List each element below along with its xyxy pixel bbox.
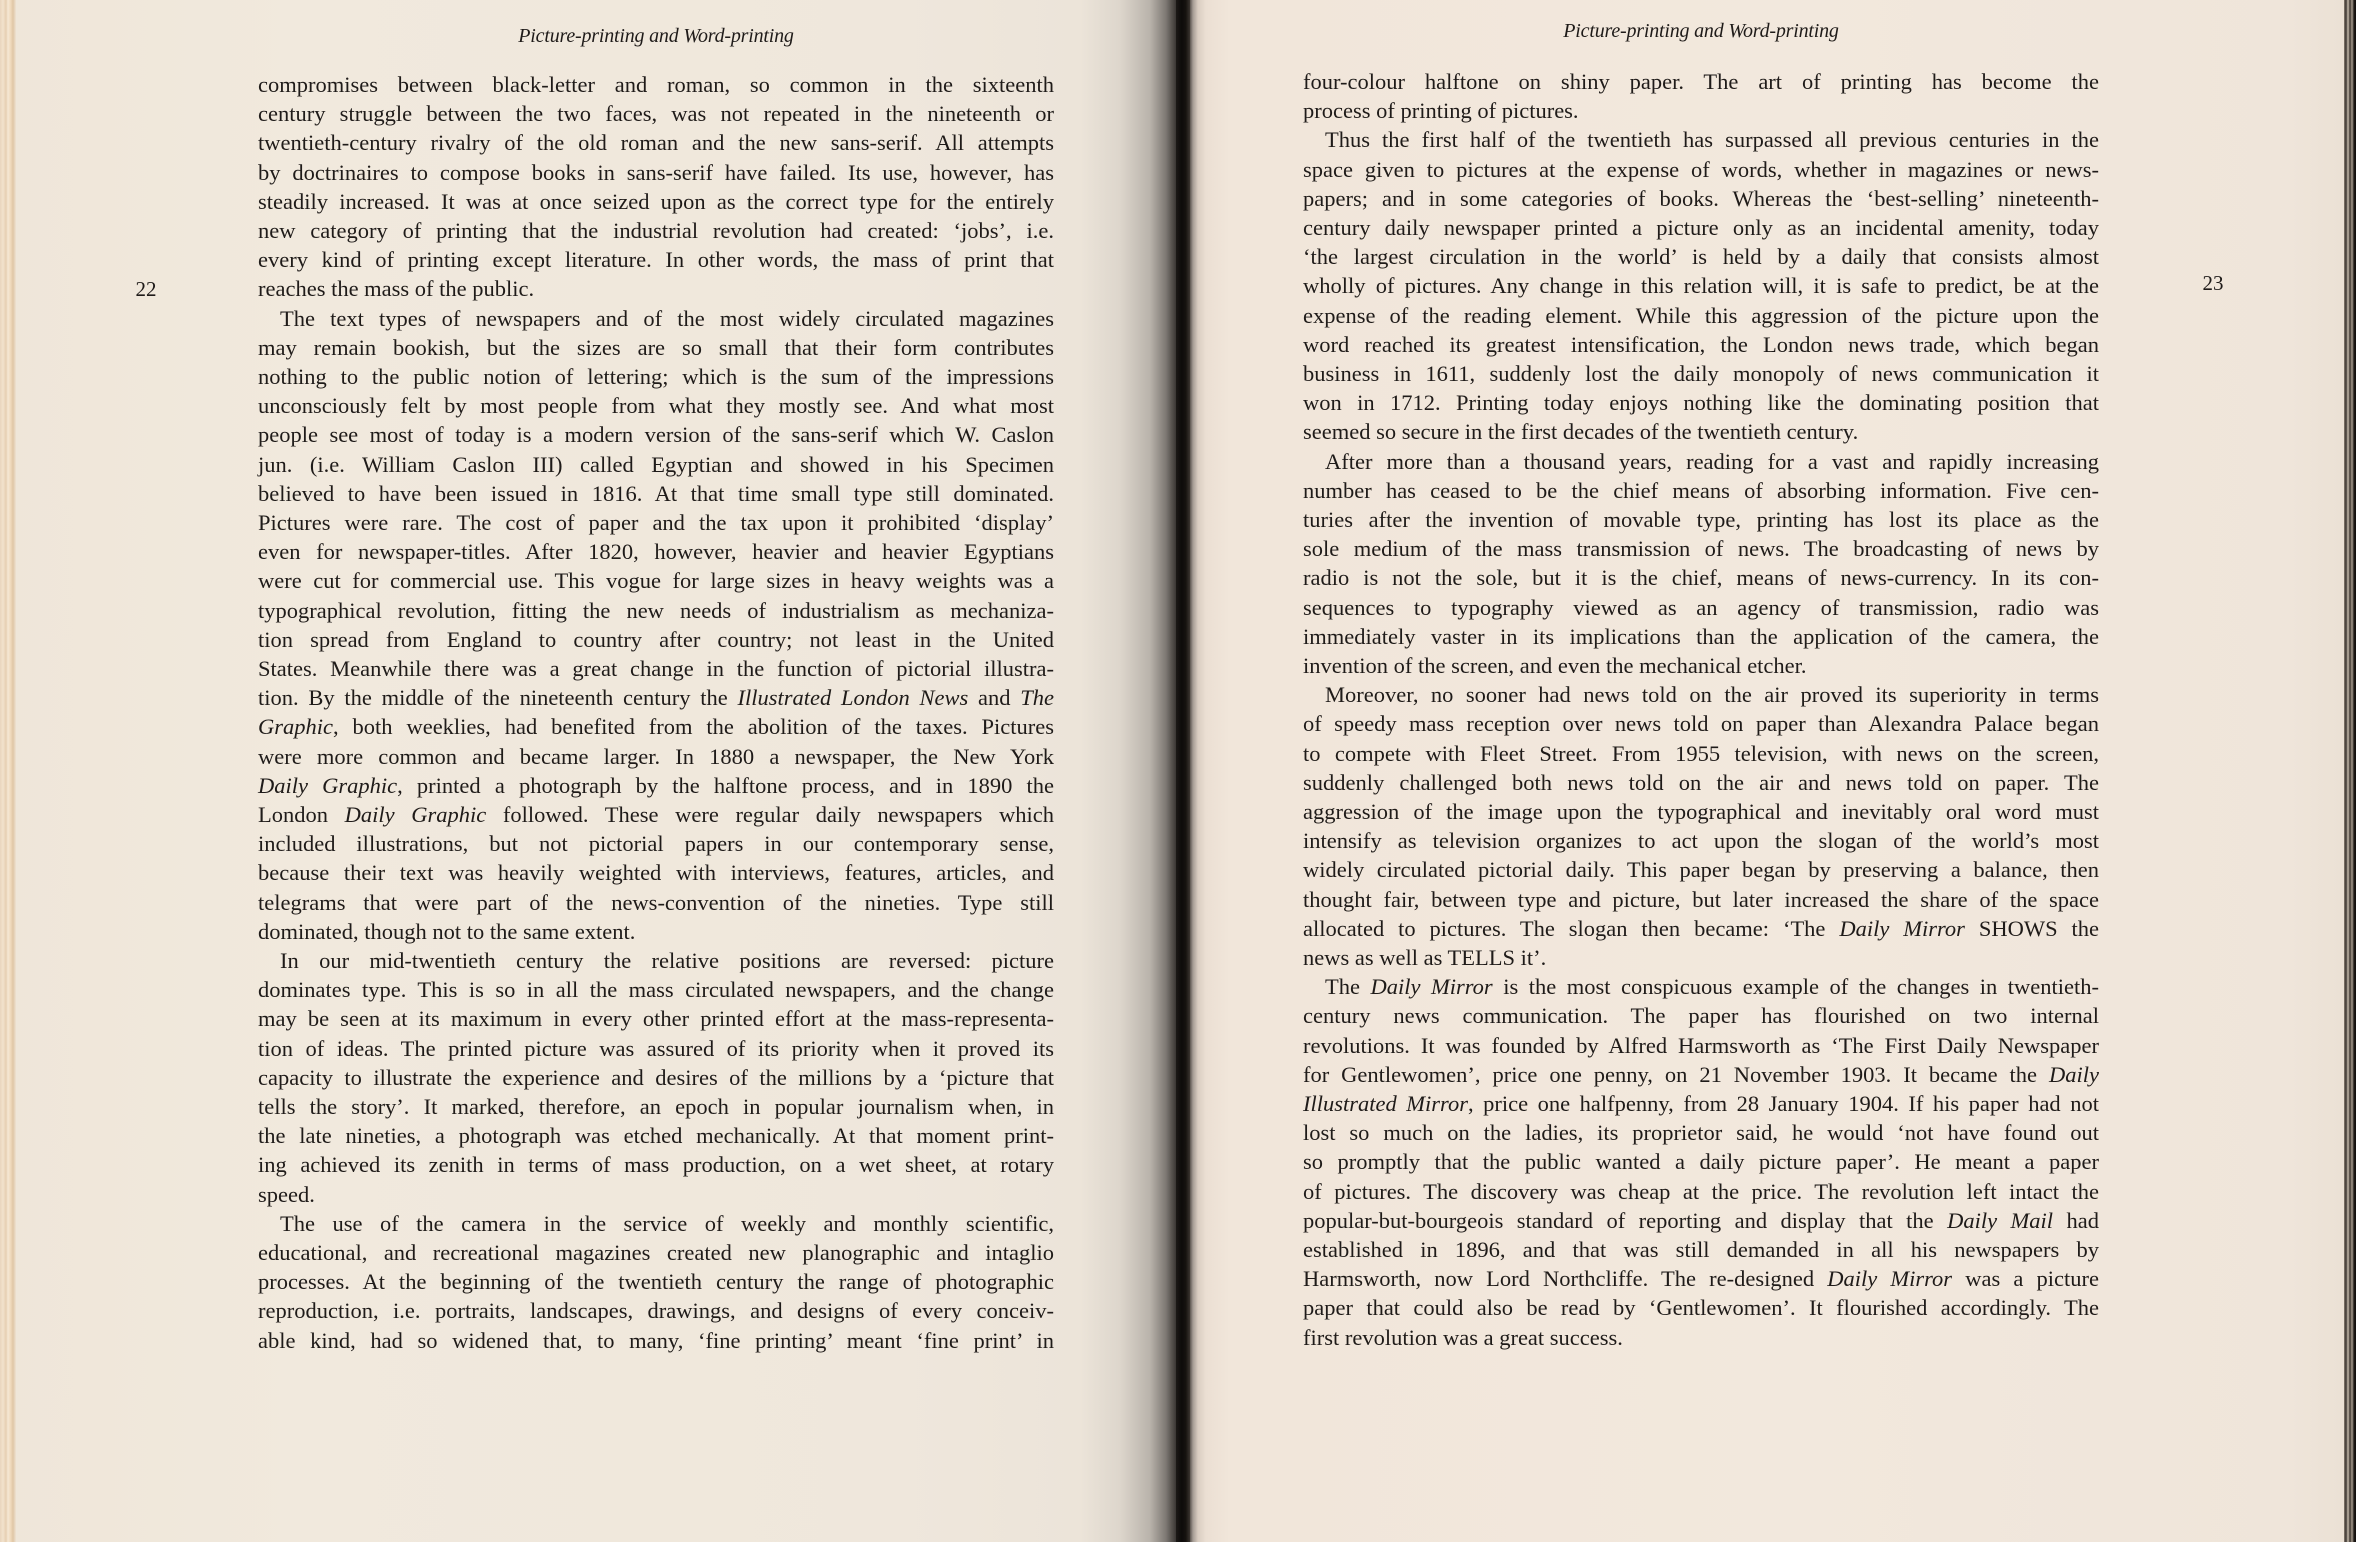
line-text	[1303, 1031, 2099, 1060]
text-run: Harmsworth, now Lord Northcliffe. The re-designed	[1303, 1266, 1828, 1292]
text-line	[1303, 1206, 2099, 1235]
text-line	[280, 1209, 1054, 1238]
text-line	[1303, 563, 2099, 592]
text-line	[258, 128, 1054, 157]
text-line	[1303, 709, 2099, 738]
text-run: word reached its greatest intensification, the London news trade, which began	[1303, 331, 2099, 357]
line-text	[258, 1267, 1054, 1296]
text-line	[1303, 271, 2099, 300]
text-line	[1303, 1031, 2099, 1060]
line-text	[258, 596, 1054, 625]
text-run: dominates type. This is so in all the mass circulated newspapers, and the change	[258, 977, 1054, 1003]
line-text	[258, 450, 1054, 479]
text-line	[1303, 1001, 2099, 1030]
text-line	[1303, 1089, 2099, 1118]
text-run: is the most conspicuous example of the changes in twentieth-	[1492, 974, 2099, 1000]
italic-title: Illustrated London News	[737, 685, 969, 711]
text-line	[258, 596, 1054, 625]
line-text	[1303, 476, 2099, 505]
text-run: century daily newspaper printed a picture only as an incidental amenity, today	[1303, 215, 2099, 240]
line-text	[1325, 680, 2099, 709]
text-line	[258, 1121, 1054, 1150]
text-run: so promptly that the public wanted a daily picture paper’. He meant a paper	[1303, 1149, 2099, 1175]
text-line	[258, 1092, 1054, 1121]
text-run: four-colour halftone on shiny paper. The art of printing has become the	[1303, 69, 2099, 94]
text-line	[1303, 797, 2099, 826]
line-text	[258, 1092, 1054, 1121]
line-text	[1303, 417, 1858, 446]
line-text	[1303, 67, 2099, 96]
text-line	[1303, 826, 2099, 855]
italic-title: Daily	[2049, 1061, 2099, 1087]
text-run: States. Meanwhile there was a great change in the function of pictorial illustra-	[258, 656, 1054, 681]
text-line	[258, 1326, 1054, 1355]
text-run: thought fair, between type and picture, but later increased the share of the space	[1303, 886, 2099, 912]
line-text	[1303, 359, 2099, 388]
italic-title: Daily Graphic	[258, 772, 398, 798]
text-run: intensify as television organizes to act upon the slogan of the world’s most	[1303, 828, 2099, 854]
text-run: may remain bookish, but the sizes are so small that their form contributes	[258, 334, 1054, 360]
line-text	[1303, 330, 2099, 359]
line-text	[258, 1034, 1054, 1063]
text-run: suddenly challenged both news told on the air and news told on paper. The	[1303, 769, 2099, 795]
text-run: tion. By the middle of the nineteenth century the	[258, 685, 738, 711]
text-run: and	[968, 685, 1021, 711]
text-run: Pictures were rare. The cost of paper and the tax upon it prohibited ‘display’	[258, 510, 1054, 535]
text-line	[258, 1180, 1054, 1209]
line-text	[258, 712, 1054, 741]
text-line	[1303, 301, 2099, 330]
text-line	[1303, 651, 2099, 680]
line-text	[1303, 1323, 1623, 1352]
text-run: twentieth-century rivalry of the old roman and the new sans-serif. All attempts	[258, 130, 1054, 156]
text-run: established in 1896, and that was still demanded in all his newspapers by	[1303, 1237, 2099, 1262]
text-line	[258, 625, 1054, 654]
line-text	[258, 216, 1054, 245]
text-run: century struggle between the two faces, was not repeated in the nineteenth or	[258, 101, 1054, 127]
italic-title: Daily Graphic	[344, 802, 487, 827]
text-line	[1303, 242, 2099, 271]
line-text	[258, 128, 1054, 157]
line-text	[258, 1326, 1054, 1355]
text-line	[258, 1150, 1054, 1179]
text-run: first revolution was a great success.	[1303, 1324, 1623, 1350]
line-text	[258, 479, 1054, 508]
italic-title: Graphic	[258, 714, 333, 740]
line-text	[1303, 301, 2099, 330]
text-line	[258, 829, 1054, 858]
text-line	[1303, 213, 2099, 242]
line-text	[1303, 651, 1807, 680]
text-run: , printed a photograph by the halftone process, and in 1890 the	[397, 772, 1054, 798]
text-run: of pictures. The discovery was cheap at the price. The revolution left intact the	[1303, 1178, 2099, 1204]
text-line	[1303, 505, 2099, 534]
text-run: won in 1712. Printing today enjoys nothing like the dominating position that	[1303, 390, 2099, 416]
line-text	[258, 654, 1054, 683]
text-run: wholly of pictures. Any change in this relation will, it is safe to predict, be at the	[1303, 273, 2099, 299]
line-text	[258, 1238, 1054, 1267]
text-run: of speedy mass reception over news told on paper than Alexandra Palace began	[1303, 711, 2099, 737]
line-text	[1303, 1177, 2099, 1206]
text-run: dominated, though not to the same extent.	[258, 918, 636, 944]
line-text	[1303, 155, 2099, 184]
line-text	[258, 70, 1054, 99]
line-text	[1303, 1206, 2099, 1235]
line-text	[258, 537, 1054, 566]
text-run: jun. (i.e. William Caslon III) called Egyptian and showed in his Specimen	[258, 451, 1054, 477]
text-run: In our mid-twentieth century the relative positions are reversed: picture	[280, 948, 1054, 973]
italic-title: Illustrated Mirror	[1303, 1091, 1468, 1116]
text-line	[258, 420, 1054, 449]
text-line	[1303, 359, 2099, 388]
line-text	[1303, 739, 2099, 768]
line-text	[1303, 593, 2099, 622]
text-line	[258, 654, 1054, 683]
text-line	[1303, 534, 2099, 563]
page-edges-right	[2344, 0, 2356, 1542]
text-line	[1303, 914, 2099, 943]
text-run: The	[1325, 974, 1371, 1000]
text-run: radio is not the sole, but it is the chief, means of news-currency. In its con-	[1303, 565, 2099, 591]
line-text	[1325, 972, 2099, 1001]
text-line	[1303, 184, 2099, 213]
line-text	[1303, 534, 2099, 563]
text-run: steadily increased. It was at once seized upon as the correct type for the entirely	[258, 188, 1054, 214]
line-text	[258, 245, 1054, 274]
text-run: typographical revolution, fitting the new needs of industrialism as mechaniza-	[258, 597, 1054, 623]
line-text	[1303, 1001, 2099, 1030]
text-line	[258, 1034, 1054, 1063]
line-text	[1303, 388, 2099, 417]
line-text	[258, 975, 1054, 1004]
line-text	[1303, 505, 2099, 534]
text-line	[258, 888, 1054, 917]
text-line	[1325, 447, 2099, 476]
italic-title: Daily Mail	[1947, 1207, 2054, 1233]
text-run: ing achieved its zenith in terms of mass production, on a wet sheet, at rotary	[258, 1152, 1054, 1178]
text-run: to compete with Fleet Street. From 1955 television, with news on the screen,	[1303, 740, 2099, 766]
line-text	[258, 274, 534, 303]
text-line	[258, 70, 1054, 99]
italic-title: The	[1020, 685, 1054, 711]
text-run: tion of ideas. The printed picture was assured of its priority when it proved its	[258, 1035, 1054, 1061]
line-text	[258, 1150, 1054, 1179]
line-text	[1303, 1293, 2099, 1322]
line-text	[1303, 96, 1579, 125]
italic-title: Daily Mirror	[1839, 915, 1965, 941]
line-text	[280, 946, 1054, 975]
text-line	[1303, 67, 2099, 96]
text-line	[258, 712, 1054, 741]
text-line	[1303, 330, 2099, 359]
line-text	[258, 158, 1054, 187]
line-text	[258, 391, 1054, 420]
line-text	[1303, 1235, 2099, 1264]
text-line	[1303, 1177, 2099, 1206]
text-run: SHOWS the	[1964, 915, 2100, 941]
text-line	[1303, 388, 2099, 417]
text-run: invention of the screen, and even the mechanical etcher.	[1303, 653, 1807, 678]
text-line	[1303, 1060, 2099, 1089]
text-run: people see most of today is a modern version of the sans-serif which W. Caslon	[258, 422, 1054, 448]
text-line	[1303, 1323, 2099, 1352]
text-line	[1303, 476, 2099, 505]
text-line	[1303, 593, 2099, 622]
text-run: was a picture	[1952, 1266, 2099, 1292]
text-line	[1303, 768, 2099, 797]
line-text	[1303, 768, 2099, 797]
text-run: news as well as TELLS it’.	[1303, 945, 1547, 970]
line-text	[258, 683, 1054, 712]
text-run: reaches the mass of the public.	[258, 276, 535, 302]
line-text	[258, 1296, 1054, 1325]
line-text	[1303, 271, 2099, 300]
line-text	[258, 888, 1054, 917]
text-run: , both weeklies, had benefited from the abolition of the taxes. Pictures	[333, 714, 1054, 740]
text-run: aggression of the image upon the typographical and inevitably oral word must	[1303, 799, 2099, 824]
text-run: The use of the camera in the service of weekly and monthly scientific,	[280, 1210, 1054, 1236]
line-text	[258, 858, 1054, 887]
text-run: reproduction, i.e. portraits, landscapes, drawings, and designs of every conceiv-	[258, 1298, 1054, 1324]
line-text	[1303, 1060, 2099, 1089]
text-line	[258, 479, 1054, 508]
text-line	[258, 771, 1054, 800]
line-text	[258, 829, 1054, 858]
text-run: tion spread from England to country after country; not least in the United	[258, 626, 1054, 652]
text-run: Moreover, no sooner had news told on the air proved its superiority in terms	[1325, 682, 2099, 708]
text-run: nothing to the public notion of lettering; which is the sum of the impressions	[258, 364, 1054, 389]
text-line	[1303, 1293, 2099, 1322]
text-line	[1303, 622, 2099, 651]
line-text	[1325, 447, 2099, 476]
line-text	[1303, 242, 2099, 271]
text-line	[258, 1004, 1054, 1033]
text-run: popular-but-bourgeois standard of reporting and display that the	[1303, 1207, 1948, 1233]
line-text	[1303, 855, 2099, 884]
text-run: capacity to illustrate the experience and desires of the millions by a ‘picture that	[258, 1064, 1054, 1090]
text-run: new category of printing that the industrial revolution had created: ‘jobs’, i.e.	[258, 218, 1054, 243]
text-run: , price one halfpenny, from 28 January 1904. If his paper had not	[1467, 1091, 2099, 1116]
text-run: educational, and recreational magazines created new planographic and intaglio	[258, 1240, 1054, 1265]
line-text	[258, 99, 1054, 128]
line-text	[1303, 1264, 2099, 1293]
line-text	[258, 1004, 1054, 1033]
line-text	[1303, 797, 2099, 826]
italic-title: Daily Mirror	[1827, 1266, 1953, 1292]
line-text	[258, 508, 1054, 537]
line-text	[258, 420, 1054, 449]
line-text	[1303, 622, 2099, 651]
text-line	[1303, 1264, 2099, 1293]
text-run: followed. These were regular daily newspapers which	[486, 802, 1054, 827]
text-line	[280, 304, 1054, 333]
text-line	[258, 333, 1054, 362]
running-head-right: Picture-printing and Word-printing	[1563, 20, 1839, 42]
line-text	[258, 742, 1054, 771]
line-text	[1303, 826, 2099, 855]
page-number-left: 22	[135, 277, 157, 301]
text-run: tells the story’. It marked, therefore, an epoch in popular journalism when, in	[258, 1094, 1054, 1119]
line-text	[1303, 1118, 2099, 1147]
text-run: Thus the first half of the twentieth has surpassed all previous centuries in the	[1325, 127, 2099, 153]
line-text	[1303, 914, 2099, 943]
text-line	[258, 1296, 1054, 1325]
line-text	[258, 1121, 1054, 1150]
book-gutter	[1176, 0, 1190, 1542]
text-run: The text types of newspapers and of the most widely circulated magazines	[280, 305, 1054, 331]
text-line	[1303, 855, 2099, 884]
line-text	[258, 800, 1054, 829]
text-run: turies after the invention of movable type, printing has lost its place as the	[1303, 507, 2099, 532]
text-line	[258, 917, 1054, 946]
text-run: were more common and became larger. In 1880 a newspaper, the New York	[258, 743, 1054, 769]
line-text	[1303, 563, 2099, 592]
line-text	[258, 625, 1054, 654]
text-line	[258, 537, 1054, 566]
text-run: seemed so secure in the first decades of the twentieth century.	[1303, 419, 1859, 445]
text-line	[258, 1238, 1054, 1267]
text-run: sole medium of the mass transmission of news. The broadcasting of news by	[1303, 536, 2099, 562]
line-text	[1303, 943, 1546, 972]
line-text	[1303, 213, 2099, 242]
text-run: were cut for commercial use. This vogue for large sizes in heavy weights was a	[258, 568, 1054, 594]
text-line	[258, 508, 1054, 537]
line-text	[258, 187, 1054, 216]
line-text	[258, 917, 635, 946]
text-run: processes. At the beginning of the twentieth century the range of photographic	[258, 1269, 1054, 1295]
text-line	[1303, 1147, 2099, 1176]
text-line	[1325, 680, 2099, 709]
text-run: revolutions. It was founded by Alfred Harmsworth as ‘The First Daily Newspaper	[1303, 1032, 2099, 1058]
page-number-right: 23	[2202, 271, 2224, 295]
line-text	[258, 1180, 315, 1209]
text-run: ‘the largest circulation in the world’ is held by a daily that consists almost	[1303, 244, 2099, 270]
text-run: believed to have been issued in 1816. At that time small type still dominated.	[258, 480, 1054, 506]
text-run: expense of the reading element. While this aggression of the picture upon the	[1303, 302, 2099, 328]
right-page	[1190, 0, 2344, 1542]
line-text	[1325, 125, 2099, 154]
line-text	[1303, 885, 2099, 914]
text-run: sequences to typography viewed as an agency of transmission, radio was	[1303, 594, 2099, 620]
text-line	[258, 391, 1054, 420]
text-line	[258, 158, 1054, 187]
line-text	[1303, 1089, 2099, 1118]
italic-title: Daily Mirror	[1370, 974, 1493, 1000]
text-run: widely circulated pictorial daily. This paper began by preserving a balance, then	[1303, 857, 2099, 883]
line-text	[258, 771, 1054, 800]
text-run: London	[258, 802, 345, 827]
text-line	[280, 946, 1054, 975]
text-run: After more than a thousand years, reading for a vast and rapidly increasing	[1325, 448, 2099, 474]
text-run: number has ceased to be the chief means of absorbing information. Five cen-	[1303, 477, 2099, 503]
text-line	[1303, 155, 2099, 184]
text-line	[1303, 885, 2099, 914]
text-line	[258, 1267, 1054, 1296]
text-line	[258, 187, 1054, 216]
text-line	[258, 975, 1054, 1004]
text-line	[1303, 739, 2099, 768]
text-run: telegrams that were part of the news-convention of the nineties. Type still	[258, 889, 1054, 915]
text-line	[258, 800, 1054, 829]
text-run: the late nineties, a photograph was etched mechanically. At that moment print-	[258, 1123, 1054, 1149]
text-run: compromises between black-letter and roman, so common in the sixteenth	[258, 72, 1054, 97]
text-run: included illustrations, but not pictorial papers in our contemporary sense,	[258, 831, 1054, 857]
text-line	[1303, 417, 2099, 446]
text-run: speed.	[258, 1181, 315, 1207]
text-run: unconsciously felt by most people from what they mostly see. And what most	[258, 393, 1054, 419]
line-text	[258, 333, 1054, 362]
text-line	[1325, 125, 2099, 154]
line-text	[258, 566, 1054, 595]
text-line	[258, 274, 1054, 303]
text-line	[258, 1063, 1054, 1092]
text-run: business in 1611, suddenly lost the daily monopoly of news communication it	[1303, 361, 2099, 386]
text-line	[258, 450, 1054, 479]
text-run: able kind, had so widened that, to many, ‘fine printing’ meant ‘fine print’ in	[258, 1327, 1054, 1353]
text-run: process of printing of pictures.	[1303, 98, 1579, 124]
line-text	[280, 304, 1054, 333]
line-text	[1303, 1147, 2099, 1176]
text-line	[258, 742, 1054, 771]
text-run: lost so much on the ladies, its proprietor said, he would ‘not have found out	[1303, 1120, 2099, 1146]
text-line	[258, 683, 1054, 712]
text-run: space given to pictures at the expense of words, whether in magazines or news-	[1303, 156, 2099, 182]
text-line	[258, 858, 1054, 887]
text-run: may be seen at its maximum in every other printed effort at the mass-representa-	[258, 1006, 1054, 1032]
line-text	[280, 1209, 1054, 1238]
text-line	[1325, 972, 2099, 1001]
text-run: had	[2053, 1207, 2099, 1233]
text-run: every kind of printing except literature. In other words, the mass of print that	[258, 247, 1054, 273]
text-line	[258, 99, 1054, 128]
line-text	[1303, 709, 2099, 738]
running-head-left: Picture-printing and Word-printing	[518, 25, 794, 47]
text-line	[1303, 1118, 2099, 1147]
text-line	[1303, 943, 2099, 972]
line-text	[1303, 184, 2099, 213]
text-run: because their text was heavily weighted with interviews, features, articles, and	[258, 860, 1054, 886]
line-text	[258, 1063, 1054, 1092]
text-line	[258, 216, 1054, 245]
text-run: paper that could also be read by ‘Gentlewomen’. It flourished accordingly. The	[1303, 1295, 2099, 1321]
line-text	[258, 362, 1054, 391]
text-run: for Gentlewomen’, price one penny, on 21 November 1903. It became the	[1303, 1061, 2049, 1087]
text-line	[258, 245, 1054, 274]
text-run: even for newspaper-titles. After 1820, however, heavier and heavier Egyptians	[258, 539, 1054, 565]
text-run: allocated to pictures. The slogan then became: ‘The	[1303, 915, 1840, 941]
text-run: by doctrinaires to compose books in sans-serif have failed. Its use, however, has	[258, 159, 1054, 185]
text-run: papers; and in some categories of books. Whereas the ‘best-selling’ nineteenth-	[1303, 185, 2099, 211]
text-line	[258, 566, 1054, 595]
text-line	[1303, 96, 2099, 125]
text-run: immediately vaster in its implications than the application of the camera, the	[1303, 623, 2099, 649]
text-run: century news communication. The paper has flourished on two internal	[1303, 1003, 2099, 1029]
text-line	[258, 362, 1054, 391]
text-line	[1303, 1235, 2099, 1264]
page-edges	[0, 0, 16, 1542]
